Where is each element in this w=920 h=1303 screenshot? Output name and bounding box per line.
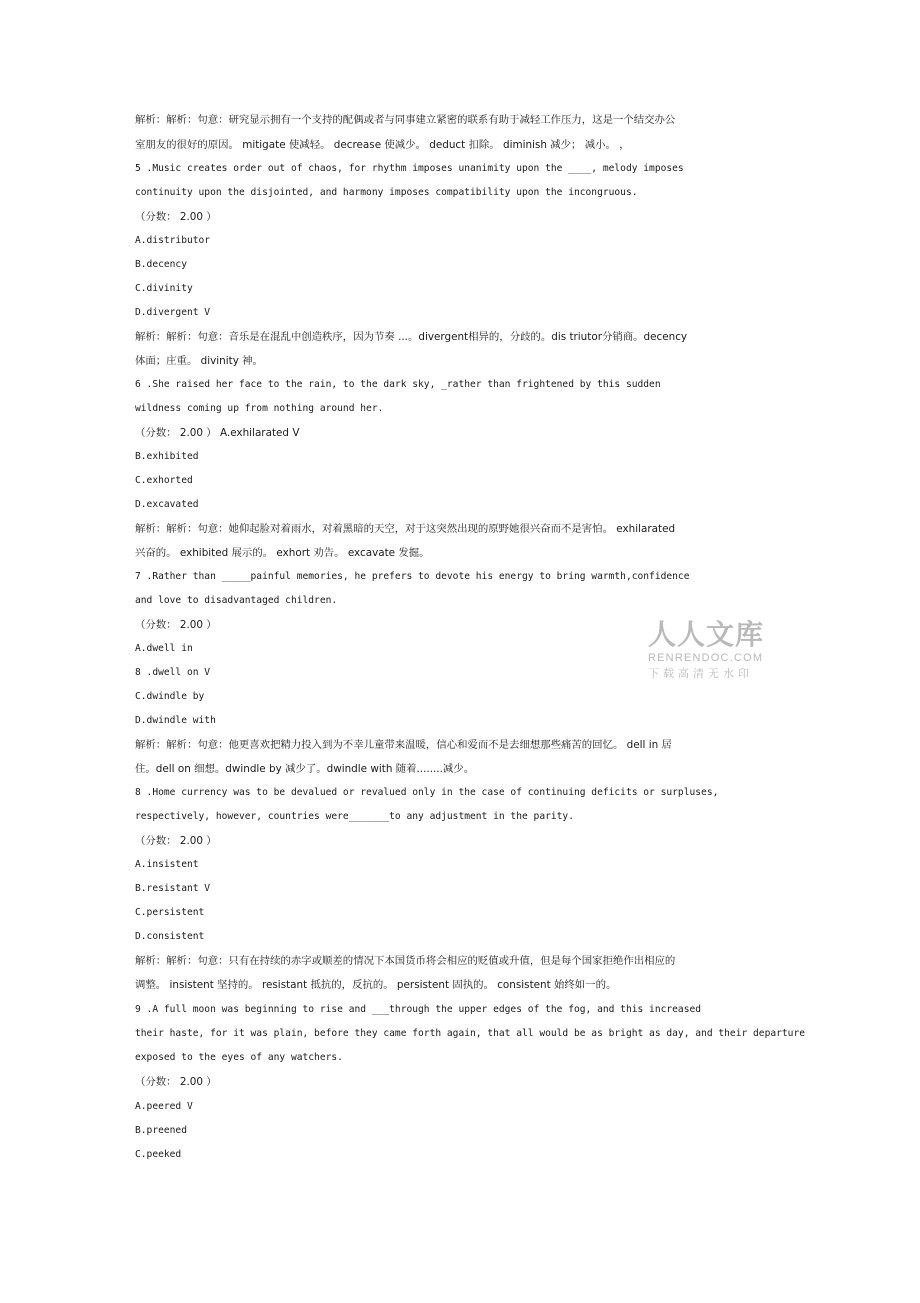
text-line: 解析：解析：句意：他更喜欢把精力投入到为不幸儿童带来温暖，信心和爱而不是去细想那些痛苦的回忆。 dell in 居 xyxy=(135,739,672,751)
text-line: 解析：解析：句意：音乐是在混乱中创造秩序，因为节奏 ...。divergent相异的，分歧的。dis triutor分销商。decency xyxy=(135,331,688,343)
text-line: 兴奋的。 exhibited 展示的。 exhort 劝告。 excavate 发掘。 xyxy=(135,547,430,559)
watermark-tagline: 下载高清无水印 xyxy=(648,667,753,680)
text-line: 8 .Home currency was to be devalued or revalued only in the case of continuing deficits or surpluses, xyxy=(135,787,719,798)
watermark-domain: RENRENDOC.COM xyxy=(648,652,764,664)
text-line: D.divergent V xyxy=(135,307,211,318)
text-line: 室朋友的很好的原因。 mitigate 使减轻。 decrease 使减少。 deduct 扣除。 diminish 减少； 减小。 ， xyxy=(135,139,630,151)
text-line: C.persistent xyxy=(135,907,205,918)
watermark-logo xyxy=(640,618,780,688)
text-line: and love to disadvantaged children. xyxy=(135,595,338,606)
text-line: 调整。 insistent 坚持的。 resistant 抵抗的，反抗的。 persistent 固执的。 consistent 始终如一的。 xyxy=(135,979,617,991)
text-line: B.resistant V xyxy=(135,883,211,894)
text-line: D.dwindle with xyxy=(135,715,216,726)
text-line: 5 .Music creates order out of chaos, for rhythm imposes unanimity upon the ____, melody imposes xyxy=(135,163,684,174)
text-line: 解析：解析：句意：只有在持续的赤字或顺差的情况下本国货币将会相应的贬值或升值，但是每个国家拒绝作出相应的 xyxy=(135,955,676,967)
text-line: 6 .She raised her face to the rain, to the dark sky, _rather than frightened by this sudden xyxy=(135,379,661,390)
text-line: B.decency xyxy=(135,259,187,270)
text-line: C.divinity xyxy=(135,283,193,294)
text-line: A.distributor xyxy=(135,235,211,246)
text-line: respectively, however, countries were_______to any adjustment in the parity. xyxy=(135,811,574,822)
text-line: （分数： 2.00 ） xyxy=(135,1076,217,1088)
watermark-name: 人人文库 xyxy=(648,618,765,651)
text-line: 9 .A full moon was beginning to rise and ___through the upper edges of the fog, and this increased xyxy=(135,1004,702,1015)
text-line: 8 .dwell on V xyxy=(135,667,211,678)
text-line: （分数： 2.00 ） A.exhilarated V xyxy=(135,427,300,439)
text-line: D.consistent xyxy=(135,931,205,942)
text-line: their haste, for it was plain, before they came forth again, that all would be as bright as day, and their departure xyxy=(135,1028,806,1039)
text-line: C.exhorted xyxy=(135,475,193,486)
text-line: wildness coming up from nothing around her. xyxy=(135,403,384,414)
text-line: exposed to the eyes of any watchers. xyxy=(135,1052,343,1063)
text-line: D.excavated xyxy=(135,499,199,510)
text-line: A.insistent xyxy=(135,859,199,870)
text-line: C.dwindle by xyxy=(135,691,205,702)
text-line: A.peered V xyxy=(135,1101,193,1112)
text-line: B.preened xyxy=(135,1125,187,1136)
text-line: B.exhibited xyxy=(135,451,199,462)
text-line: A.dwell in xyxy=(135,643,193,654)
text-line: （分数： 2.00 ） xyxy=(135,619,217,631)
text-line: 解析：解析：句意：她仰起脸对着雨水，对着黑暗的天空，对于这突然出现的原野她很兴奋而不是害怕。 exhilarated xyxy=(135,523,676,535)
text-line: C.peeked xyxy=(135,1149,182,1160)
text-line: 解析：解析：句意：研究显示拥有一个支持的配偶或者与同事建立紧密的联系有助于减轻工作压力，这是一个结交办公 xyxy=(135,114,676,126)
text-line: continuity upon the disjointed, and harmony imposes compatibility upon the incongruous. xyxy=(135,187,638,198)
text-line: （分数： 2.00 ） xyxy=(135,835,217,847)
text-line: 住。dell on 细想。dwindle by 减少了。dwindle with 随着........减少。 xyxy=(135,763,475,775)
text-line: 体面；庄重。 divinity 神。 xyxy=(135,355,263,367)
text-line: 7 .Rather than _____painful memories, he prefers to devote his energy to bring warmth,confidence xyxy=(135,571,690,582)
text-line: （分数： 2.00 ） xyxy=(135,211,217,223)
